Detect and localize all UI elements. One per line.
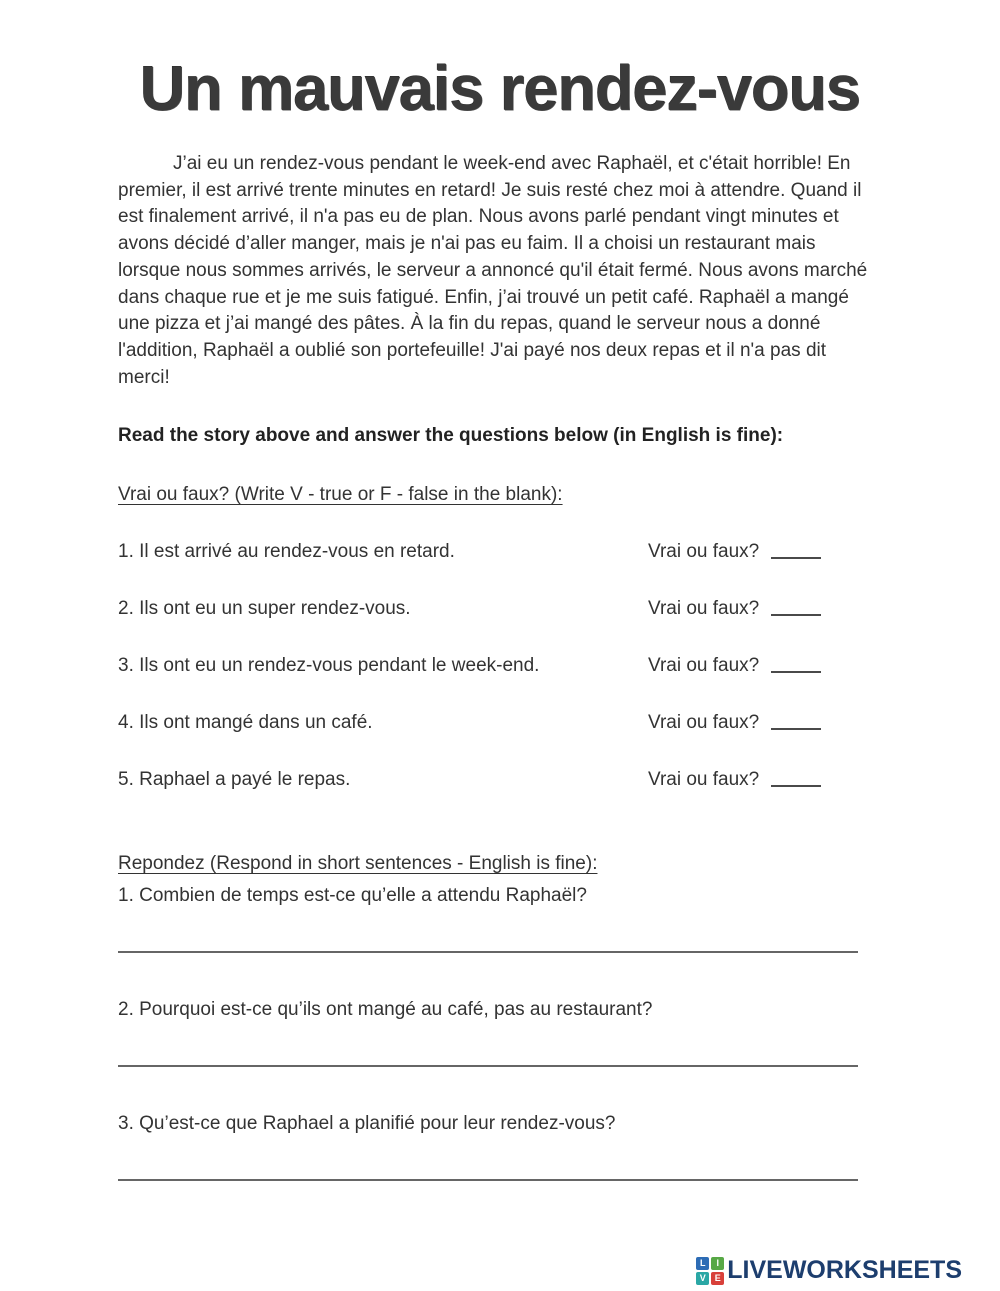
repondez-heading: Repondez (Respond in short sentences - English is fine): (118, 853, 598, 875)
tf-answer-5 (648, 769, 821, 791)
tf-row-1 (118, 541, 882, 563)
vrai-faux-heading: Vrai ou faux? (Write V - true or F - false in the blank): (118, 484, 563, 506)
vrai-faux-blank-3[interactable] (771, 659, 821, 673)
answer-line-1[interactable] (118, 951, 858, 953)
story-paragraph: J’ai eu un rendez-vous pendant le week-end avec Raphaël, et c'était horrible! En premier, il est arrivé trente minutes en retard! Je suis resté chez moi à attendre. Quand il est finalement arrivé, il n'a pas eu de plan. Nous avons parlé pendant vingt minutes et avons décidé d’aller manger, mais je n'ai pas eu faim. Il a choisi un restaurant mais lorsque nous sommes arrivés, le serveur a annoncé qu'il était fermé. Nous avons marché dans chaque rue et je me suis fatigué. Enfin, j’ai trouvé un petit café. Raphaël a mangé une pizza et j’ai mangé des pâtes. À la fin du repas, quand le serveur nous a donné l'addition, Raphaël a oublié son portefeuille! J'ai payé nos deux repas et il n'a pas dit merci! (118, 153, 868, 388)
logo-tile-e: E (711, 1272, 724, 1285)
tf-row-3 (118, 655, 882, 677)
page-title: Un mauvais rendez-vous (139, 54, 861, 124)
liveworksheets-footer (696, 1256, 962, 1285)
tf-answer-2 (648, 598, 821, 620)
logo-tile-i: I (711, 1257, 724, 1270)
tf-question-4: 4. Ils ont mangé dans un café. (118, 712, 373, 734)
tf-answer-3 (648, 655, 821, 677)
tf-answer-label-5: Vrai ou faux? (648, 769, 760, 791)
vrai-faux-list (118, 541, 882, 791)
tf-question-5: 5. Raphael a payé le repas. (118, 769, 351, 791)
liveworksheets-wordmark: LIVEWORKSHEETS (727, 1256, 962, 1284)
logo-tile-l: L (696, 1257, 709, 1270)
logo-tile-v: V (696, 1272, 709, 1285)
liveworksheets-logo-icon (696, 1257, 724, 1285)
tf-row-2 (118, 598, 882, 620)
vrai-faux-blank-4[interactable] (771, 716, 821, 730)
tf-answer-label-1: Vrai ou faux? (648, 541, 760, 563)
open-question-3: 3. Qu’est-ce que Raphael a planifié pour leur rendez-vous? (118, 1113, 616, 1135)
answer-line-2[interactable] (118, 1065, 858, 1067)
tf-question-3: 3. Ils ont eu un rendez-vous pendant le week-end. (118, 655, 540, 677)
tf-question-2: 2. Ils ont eu un super rendez-vous. (118, 598, 411, 620)
tf-answer-4 (648, 712, 821, 734)
vrai-faux-blank-2[interactable] (771, 602, 821, 616)
repondez-section (118, 853, 882, 1181)
tf-question-1: 1. Il est arrivé au rendez-vous en retard. (118, 541, 455, 563)
open-question-1: 1. Combien de temps est-ce qu’elle a attendu Raphaël? (118, 885, 587, 907)
vrai-faux-blank-1[interactable] (771, 545, 821, 559)
vrai-faux-blank-5[interactable] (771, 773, 821, 787)
instruction-text: Read the story above and answer the questions below (in English is fine): (118, 425, 784, 447)
tf-row-5 (118, 769, 882, 791)
tf-answer-label-4: Vrai ou faux? (648, 712, 760, 734)
tf-answer-label-3: Vrai ou faux? (648, 655, 760, 677)
open-question-2: 2. Pourquoi est-ce qu’ils ont mangé au café, pas au restaurant? (118, 999, 653, 1021)
tf-answer-1 (648, 541, 821, 563)
answer-line-3[interactable] (118, 1179, 858, 1181)
tf-answer-label-2: Vrai ou faux? (648, 598, 760, 620)
tf-row-4 (118, 712, 882, 734)
